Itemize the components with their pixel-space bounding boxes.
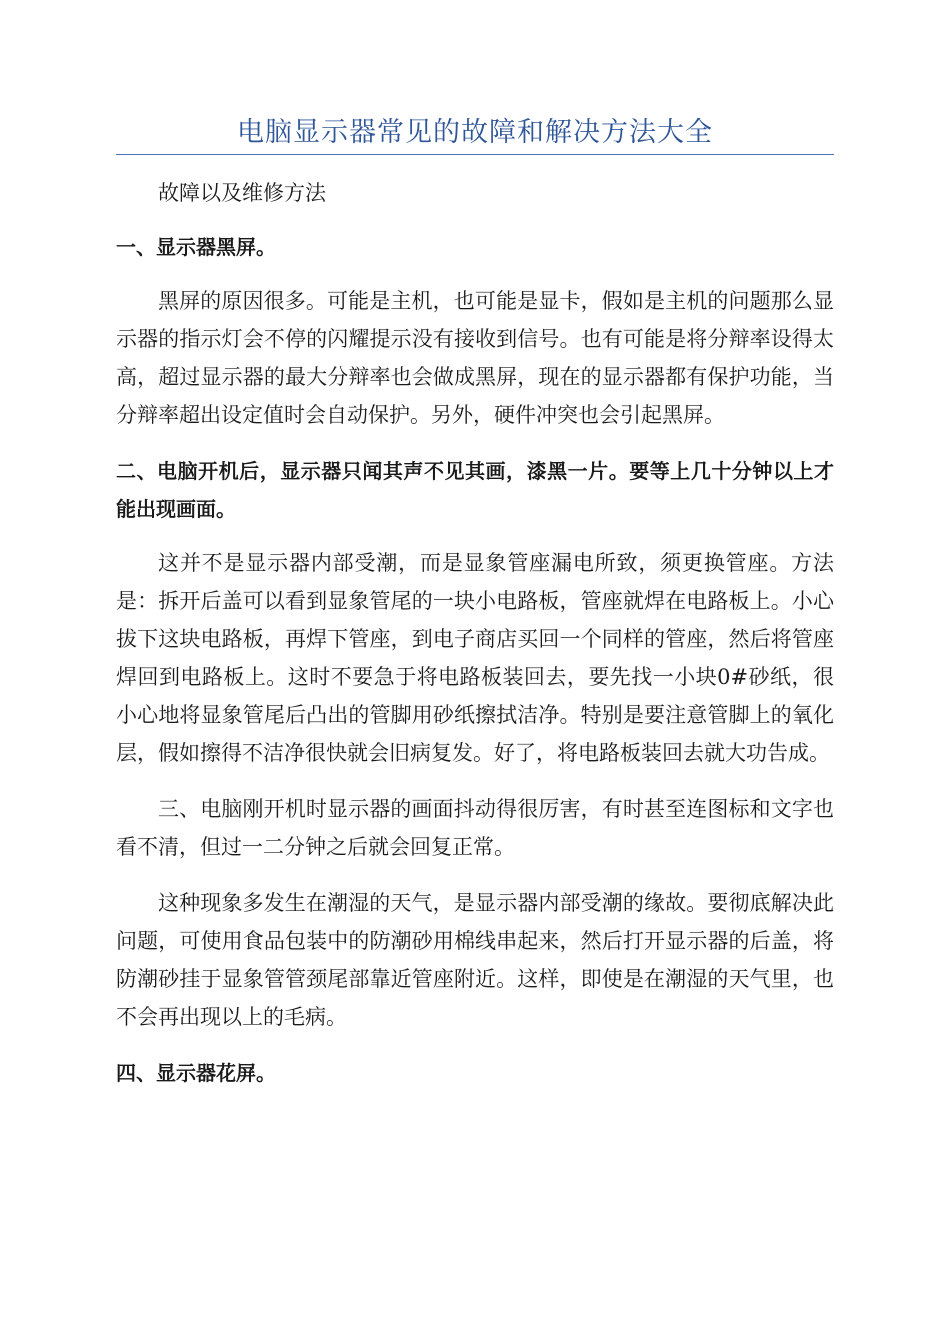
section-heading-2: 二、电脑开机后，显示器只闻其声不见其画，漆黑一片。要等上几十分钟以上才能出现画面。 [116,459,834,521]
document-title: 电脑显示器常见的故障和解决方法大全 [237,117,713,148]
document-body [116,174,834,1092]
section-body-1: 黑屏的原因很多。可能是主机，也可能是显卡，假如是主机的问题那么显示器的指示灯会不停的闪耀提示没有接收到信号。也有可能是将分辩率设得太高，超过显示器的最大分辩率也会做成黑屏，现在的显示器都有保护功能，当分辩率超出设定值时会自动保护。另外，硬件冲突也会引起黑屏。 [116,289,834,427]
section-heading-4: 四、显示器花屏。 [116,1061,276,1085]
section-body-2: 这并不是显示器内部受潮，而是显象管座漏电所致，须更换管座。方法是：拆开后盖可以看到显象管尾的一块小电路板，管座就焊在电路板上。小心拔下这块电路板，再焊下管座，到电子商店买回一个同样的管座，然后将管座焊回到电路板上。这时不要急于将电路板装回去，要先找一小块0#砂纸，很小心地将显象管尾后凸出的管脚用砂纸擦拭洁净。特别是要注意管脚上的氧化层，假如擦得不洁净很快就会旧病复发。好了，将电路板装回去就大功告成。 [116,551,834,765]
section-body-3: 这种现象多发生在潮湿的天气，是显示器内部受潮的缘故。要彻底解决此问题，可使用食品包装中的防潮砂用棉线串起来，然后打开显示器的后盖，将防潮砂挂于显象管管颈尾部靠近管座附近。这样，即使是在潮湿的天气里，也不会再出现以上的毛病。 [116,891,834,1029]
section-heading-3: 三、电脑刚开机时显示器的画面抖动得很厉害，有时甚至连图标和文字也看不清，但过一二分钟之后就会回复正常。 [116,797,834,859]
section-heading-1: 一、显示器黑屏。 [116,235,276,259]
title-underline [116,154,834,155]
intro-line: 故障以及维修方法 [158,181,326,205]
